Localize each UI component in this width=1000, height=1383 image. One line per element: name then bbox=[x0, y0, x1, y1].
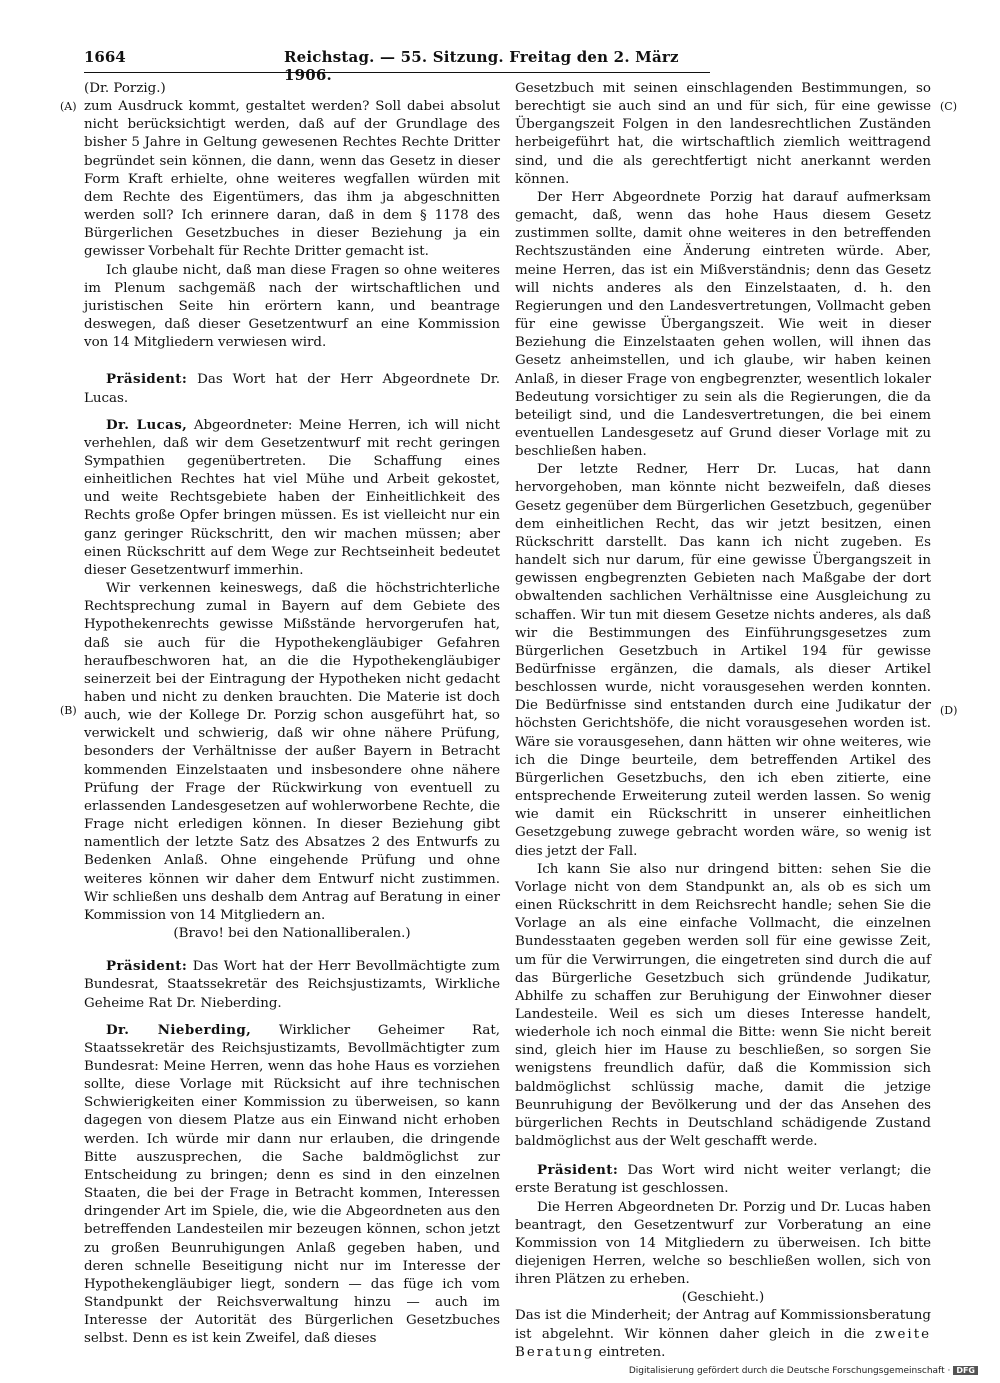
dfg-logo: DFG bbox=[953, 1366, 978, 1375]
digitization-credit-text: Digitalisierung gefördert durch die Deutsche Forschungsgemeinschaft · bbox=[628, 1366, 951, 1376]
applause-note: (Bravo! bei den Nationalliberalen.) bbox=[173, 926, 411, 942]
president-statement-3-text: Das Wort wird nicht weiter verlangt; die erste Beratung ist geschlossen. bbox=[515, 1163, 931, 1197]
nieberding-paragraph-1: Gesetzbuch mit seinen einschlagenden Bestimmungen, so berechtigt sie auch sind an und für sich, für eine gewisse Übergangszeit Folgen in den landesrechtlichen Zuständen herbeigeführt hat, die wirtschaftlich ziemlich weittragend sind, und die als gerechtfertigt nicht anerkannt werden können. bbox=[515, 81, 931, 187]
speaker-president: Präsident: bbox=[106, 371, 188, 388]
president-statement-2 bbox=[84, 957, 500, 1012]
left-column bbox=[84, 80, 500, 1348]
vote-result-text: Das ist die Minderheit; der Antrag auf Kommissionsberatung ist abgelehnt. Wir können daher gleich in die bbox=[515, 1308, 931, 1342]
nieberding-paragraph-3: Der letzte Redner, Herr Dr. Lucas, hat dann hervorgehoben, man könnte nicht bezweifeln, daß dieses Gesetz gegenüber dem Bürgerlichen Gesetzbuch, gegenüber dem einheitlichen Recht, das wir jetzt besitzen, einen Rückschritt darstellt. Das kann ich nicht zugeben. Es handelt sich nur darum, für eine gewisse Übergangszeit in gewissen engbegrenzten Gebieten nach Maßgabe der dort obwaltenden sachlichen Verhältnisse eine Ausgleichung zu schaffen. Wir tun mit diesem Gesetze nichts anderes, als daß wir die Bestimmungen des Einführungsgesetzes zum Bürgerlichen Gesetzbuch in Artikel 194 für gewisse Bedürfnisse ergänzen, die damals, als dieser Artikel beschlossen wurde, nicht vorausgesehen werden konnten. Die Bedürfnisse sind entstanden durch eine Judikatur der höchsten Gerichtshöfe, die nicht vorausgesehen worden ist. Wäre sie vorausgesehen, dann hätten wir ohne weiteres, wie ich die Dinge beurteile, dem betreffenden Artikel des Bürgerlichen Gesetzbuchs, den ich eben zitierte, eine entsprechende Erweiterung zuteil werden lassen. So wenig wie damit ein Rückschritt in unserer einheitlichen Gesetzgebung zuwege gebracht worden wäre, so wenig ist dies jetzt der Fall. bbox=[515, 462, 931, 859]
nieberding-paragraph-4: Ich kann Sie also nur dringend bitten: sehen Sie die Vorlage nicht von dem Standpunkt an, als ob es sich um einen Rückschritt in dem Reichsrecht handle; sehen Sie die Vorlage an als eine einfache Vollmacht, die einzelnen Bundesstaaten gegeben werden soll für eine gewisse Zeit, um für die Verwirrungen, die eingetreten sind durch die auf das Bürgerliche Gesetzbuch sich gründende Judikatur, Abhilfe zu schaffen zur Beruhigung der Einwohner dieser Landesteile. Weil es sich um dieses Interesse handelt, wiederhole ich noch einmal die Bitte: wenn Sie nicht bereit sind, gleich hier im Hause zu beschließen, so sorgen Sie wenigstens freundlich dafür, daß die Kommission sich baldmöglichst schlüssig mache, damit die jetzige Beunruhigung der Bevölkerung und der das Ansehen des bürgerlichen Rechts in Deutschland schädigende Zustand baldmöglichst aus der Welt geschafft werde. bbox=[515, 861, 931, 1150]
margin-marker-a: (A) bbox=[60, 100, 77, 113]
president-statement-1-text: Das Wort hat der Herr Abgeordnete Dr. Lucas. bbox=[84, 372, 500, 406]
porzig-paragraph-1: zum Ausdruck kommt, gestaltet werden? Soll dabei absolut nicht berücksichtigt werden, daß auf der Grundlage des bisher 5 Jahre in Geltung gewesenen Rechtes Rechte Dritter begründet sein können, die dann, wenn das Gesetz in dieser Form Kraft erhielte, ohne weiteres wegfallen würden mit dem Rechte des Eigentümers, das ihm ja abgeschnitten werden soll? Ich erinnere daran, daß in dem § 1178 des Bürgerlichen Gesetzbuches in dieser Beziehung ja ein gewisser Vorbehalt für Rechte Dritter gemacht ist. bbox=[84, 99, 500, 260]
vote-result-end: eintreten. bbox=[598, 1344, 666, 1360]
nieberding-speech bbox=[84, 1021, 500, 1349]
speaker-president: Präsident: bbox=[537, 1162, 619, 1179]
second-reading-emphasis: zweite Beratung bbox=[515, 1326, 931, 1360]
president-statement-1 bbox=[84, 370, 500, 407]
lucas-speech-intro bbox=[84, 416, 500, 580]
margin-marker-c: (C) bbox=[940, 100, 957, 113]
vote-result-paragraph bbox=[515, 1307, 931, 1361]
running-head: Reichstag. — 55. Sitzung. Freitag den 2. März 1906. bbox=[284, 48, 679, 84]
lucas-speech-intro-text: Abgeordneter: Meine Herren, ich will nicht verhehlen, daß wir dem Gesetzentwurf mit recht geringen Sympathien gegenübertreten. Die Schaffung eines einheitlichen Rechtes hat viel Mühe und Arbeit gekostet, und weite Rechtsgebiete haben der Einheitlichkeit des Rechts große Opfer bringen müssen. Es ist vielleicht nur ein ganz geringer Rückschritt, den wir machen müssen; aber einen Rückschritt auf dem Wege zur Rechtseinheit bedeutet dieser Gesetzentwurf immerhin. bbox=[84, 417, 500, 578]
right-column bbox=[515, 80, 931, 1362]
speaker-nieberding: Dr. Nieberding, bbox=[106, 1021, 252, 1038]
president-motion-paragraph: Die Herren Abgeordneten Dr. Porzig und Dr. Lucas haben beantragt, den Gesetzentwurf zur Vorberatung an eine Kommission von 14 Mitgliedern zu überweisen. Ich bitte diejenigen Herren, welche so beschließen wollen, sich von ihren Plätzen zu erheben. bbox=[515, 1199, 931, 1288]
nieberding-speech-text: Wirklicher Geheimer Rat, Staatssekretär des Reichsjustizamts, Bevollmächtigter zum Bundesrat: Meine Herren, wenn das hohe Haus es vorziehen sollte, diese Vorlage mit Rücksicht auf ihre technischen Schwierigkeiten einer Kommission zu überweisen, so kann dagegen von diesem Platze aus ein Einwand nicht erhoben werden. Ich würde mir dann nur erlauben, die dringende Bitte auszusprechen, die Sache baldmöglichst zur Entscheidung zu bringen; denn es sind in den einzelnen Staaten, die bei der Frage in Betracht kommen, Interessen dringender Art im Spiele, die, wie die Abgeordneten aus den betreffenden Landesteilen mir bezeugen können, schon jetzt zu großen Beunruhigungen Anlaß gegeben haben, und deren schnelle Beseitigung nicht nur im Interesse der Hypothekengläubiger liegt, sondern — das füge ich vom Standpunkt der Reichsverwaltung hinzu — auch im Interesse der Autorität des Bürgerlichen Gesetzbuches selbst. Denn es ist kein Zweifel, daß dieses bbox=[84, 1022, 500, 1347]
digitization-credit bbox=[629, 1366, 978, 1376]
speaker-lucas: Dr. Lucas, bbox=[106, 416, 188, 433]
president-statement-3 bbox=[515, 1161, 931, 1198]
vote-note: (Geschieht.) bbox=[681, 1290, 765, 1306]
nieberding-paragraph-2: Der Herr Abgeordnete Porzig hat darauf aufmerksam gemacht, daß, wenn das hohe Haus diesem Gesetz zustimmen sollte, damit ohne weiteres in den betreffenden Rechtszuständen eine Änderung eintreten würde. Aber, meine Herren, das ist ein Mißverständnis; denn das Gesetz will nichts anderes als den Einzelstaaten, d. h. den Regierungen und den Landesvertretungen, Vollmacht geben für eine gewisse Übergangszeit. Wie weit in dieser Beziehung die Einzelstaaten gehen wollen, will ihnen das Gesetz anheimstellen, und ich glaube, wir haben keinen Anlaß, in dieser Frage von engbegrenzter, wesentlich lokaler Bedeutung vorsichtiger zu sein als die Regierungen, die da beteiligt sind, und die Landesvertretungen, die bei einem eventuellen Landesgesetz auf Grund dieser Vorlage mit zu beschließen haben. bbox=[515, 189, 931, 460]
speaker-continuation-note: (Dr. Porzig.) bbox=[84, 81, 166, 96]
president-statement-2-text: Das Wort hat der Herr Bevollmächtigte zum Bundesrat, Staatssekretär des Reichsjustizamts, Wirkliche Geheime Rat Dr. Nieberding. bbox=[84, 959, 500, 1011]
porzig-paragraph-2: Ich glaube nicht, daß man diese Fragen so ohne weiteres im Plenum sachgemäß nach der wirtschaftlichen und juristischen Seite hin erörtern kann, und beantrage deswegen, daß dieser Gesetzentwurf an eine Kommission von 14 Mitgliedern verwiesen wird. bbox=[84, 262, 500, 351]
page-header bbox=[84, 42, 710, 84]
speaker-president: Präsident: bbox=[106, 958, 188, 975]
page-number: 1664 bbox=[84, 48, 126, 66]
margin-marker-b: (B) bbox=[60, 704, 77, 717]
lucas-paragraph-2: Wir verkennen keineswegs, daß die höchstrichterliche Rechtsprechung zumal in Bayern auf dem Gebiete des Hypothekenrechts gewisse Mißstände hervorgerufen hat, daß sie auch für die Hypothekengläubiger Gefahren heraufbeschworen hat, an die die Hypothekengläubiger seinerzeit bei der Eintragung der Hypotheken nicht gedacht haben und nicht zu denken brauchten. Die Materie ist doch auch, wie der Kollege Dr. Porzig schon ausgeführt hat, so verwickelt und schwierig, daß wir ohne nähere Prüfung, besonders der Verhältnisse der außer Bayern in Betracht kommenden Einzelstaaten und insbesondere ohne nähere Prüfung der Frage der Rückwirkung von eventuell zu erlassenden Landesgesetzen auf wohlerworbene Rechte, die Frage nicht erledigen können. In dieser Beziehung gibt namentlich der letzte Satz des Absatzes 2 des Entwurfs zu Bedenken Anlaß. Ohne eingehende Prüfung und ohne weiteres können wir daher dem Entwurf nicht zustimmen. Wir schließen uns deshalb dem Antrag auf Beratung in einer Kommission von 14 Mitgliedern an. bbox=[84, 581, 500, 923]
margin-marker-d: (D) bbox=[940, 704, 958, 717]
